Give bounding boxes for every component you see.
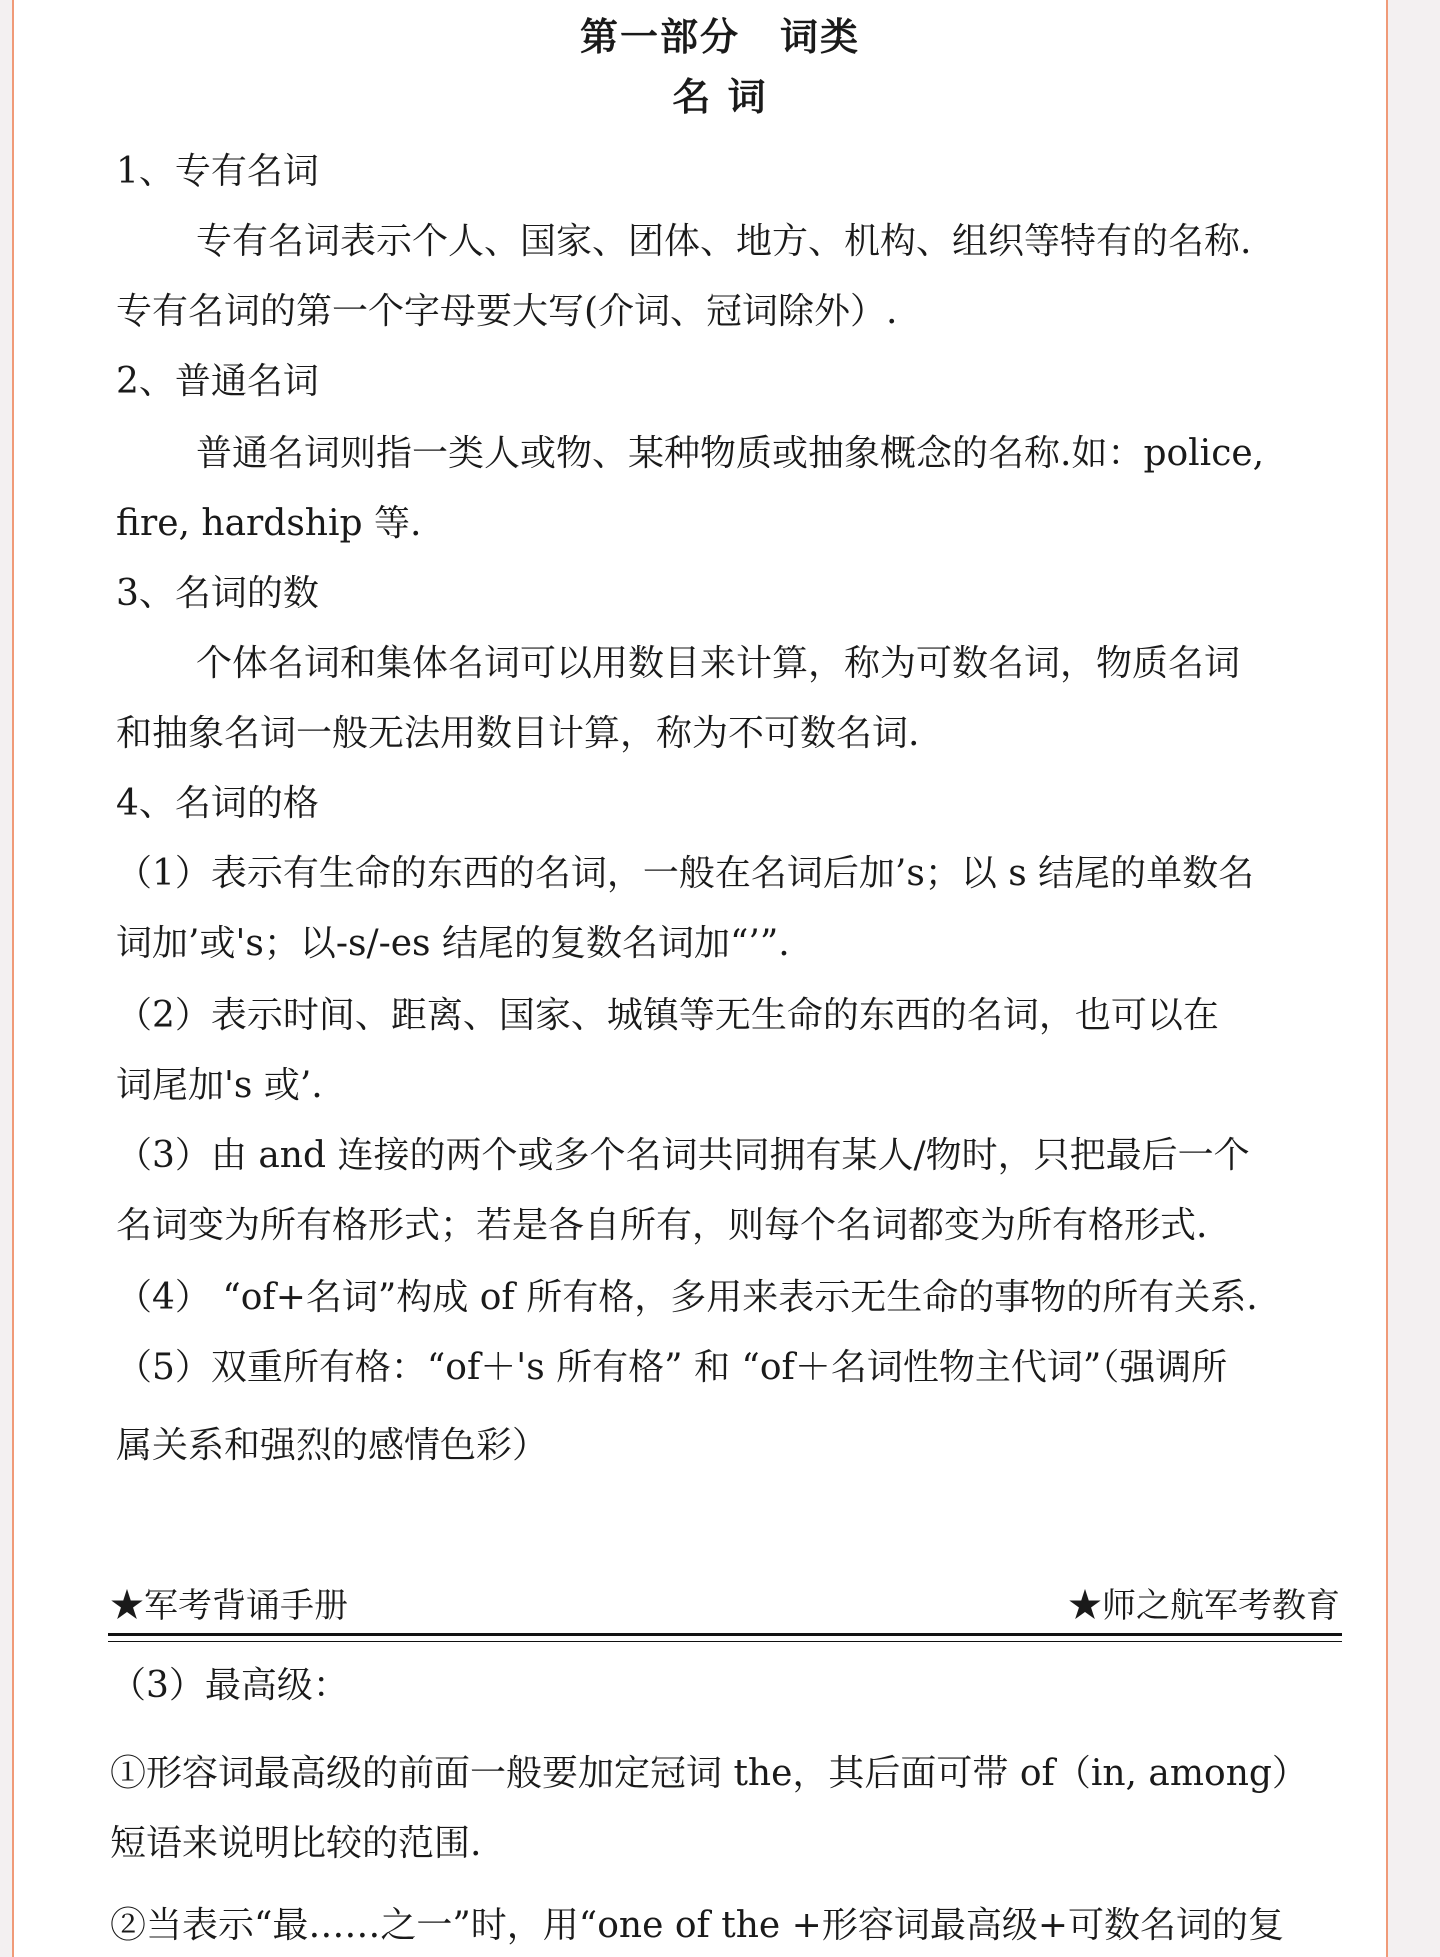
list-item-line: ①形容词最高级的前面一般要加定冠词 the，其后面可带 of（in, among） xyxy=(110,1753,1308,1794)
list-item-line: （2）表示时间、距离、国家、城镇等无生命的东西的名词，也可以在 xyxy=(116,995,1219,1036)
list-item-line: 属关系和强烈的感情色彩） xyxy=(116,1425,549,1466)
paragraph-line: 专有名词的第一个字母要大写(介词、冠词除外）. xyxy=(116,291,898,332)
paragraph-line: 普通名词则指一类人或物、某种物质或抽象概念的名称.如：police, xyxy=(196,433,1265,474)
paragraph-line: fire, hardship 等. xyxy=(116,503,422,544)
footer-left-label: ★军考背诵手册 xyxy=(110,1586,348,1626)
footer-rule-thick xyxy=(108,1633,1342,1636)
footer-right-label: ★师之航军考教育 xyxy=(1068,1586,1340,1626)
list-item-line: 短语来说明比较的范围. xyxy=(110,1823,482,1864)
heading-proper-nouns: 1、专有名词 xyxy=(116,151,319,192)
paragraph-line: 和抽象名词一般无法用数目计算，称为不可数名词. xyxy=(116,713,920,754)
part-title: 第一部分 词类 xyxy=(579,14,860,59)
paragraph-line: 专有名词表示个人、国家、团体、地方、机构、组织等特有的名称. xyxy=(196,221,1252,262)
paragraph-line: 个体名词和集体名词可以用数目来计算，称为可数名词，物质名词 xyxy=(196,643,1241,684)
heading-common-nouns: 2、普通名词 xyxy=(116,361,319,402)
list-item-line: 词尾加's 或’. xyxy=(116,1065,323,1106)
heading-noun-number: 3、名词的数 xyxy=(116,573,319,614)
list-item-line: （4） “of+名词”构成 of 所有格，多用来表示无生命的事物的所有关系. xyxy=(116,1277,1258,1318)
list-item-line: （3）由 and 连接的两个或多个名词共同拥有某人/物时，只把最后一个 xyxy=(116,1135,1250,1176)
heading-superlative: （3）最高级： xyxy=(110,1665,349,1706)
footer-rule-thin xyxy=(108,1641,1342,1642)
list-item-line: 词加’或's；以-s/-es 结尾的复数名词加“’”. xyxy=(116,923,790,964)
section-title: 名 词 xyxy=(672,74,768,119)
list-item-line: ②当表示“最……之一”时，用“one of the +形容词最高级+可数名词的复 xyxy=(110,1905,1284,1946)
list-item-line: 名词变为所有格形式；若是各自所有，则每个名词都变为所有格形式. xyxy=(116,1205,1208,1246)
heading-noun-case: 4、名词的格 xyxy=(116,783,319,824)
list-item-line: （1）表示有生命的东西的名词，一般在名词后加’s；以 s 结尾的单数名 xyxy=(116,853,1255,894)
list-item-line: （5）双重所有格：“of＋'s 所有格” 和 “of＋名词性物主代词”（强调所 xyxy=(116,1347,1228,1388)
